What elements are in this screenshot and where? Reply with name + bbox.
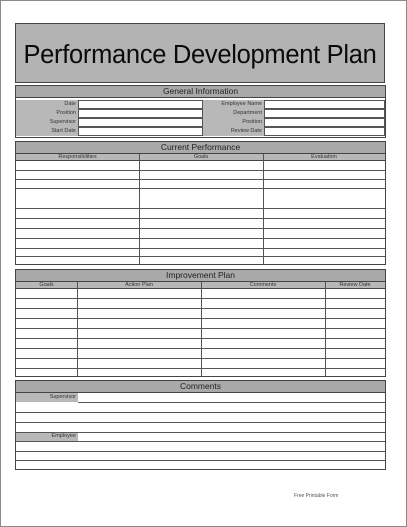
current-row-line: [16, 248, 385, 249]
general-information-section: [15, 85, 386, 138]
supervisor-label: Supervisor: [16, 118, 78, 127]
current-row-line: [16, 208, 385, 209]
position-field[interactable]: [78, 109, 203, 118]
improvement-row-line: [16, 348, 385, 349]
evaluation-column-header: Evaluation: [263, 154, 385, 161]
employee-name-field[interactable]: [264, 100, 385, 109]
department-label: Department: [203, 109, 264, 118]
supervisor-comment-line: [16, 412, 385, 413]
supervisor-comment-label: Supervisor: [16, 393, 78, 402]
improvement-col-divider-1: [77, 282, 78, 376]
current-row-line: [16, 228, 385, 229]
improvement-row-line: [16, 368, 385, 369]
employee-comment-label: Employee: [16, 432, 78, 441]
improvement-row-line: [16, 308, 385, 309]
current-row-line: [16, 170, 385, 171]
improvement-plan-section: [15, 269, 386, 377]
improvement-row-line: [16, 358, 385, 359]
position-right-label: Position: [203, 118, 264, 127]
current-row-line: [16, 238, 385, 239]
start-date-field[interactable]: [78, 127, 203, 136]
supervisor-field[interactable]: [78, 118, 203, 127]
responsibilities-column-header: Responsibilities: [16, 154, 139, 161]
current-performance-section: [15, 141, 386, 265]
review-date-label: Review Date: [203, 127, 264, 136]
improvement-goals-column-header: Goals: [16, 282, 77, 289]
improvement-plan-heading: Improvement Plan: [16, 270, 385, 282]
footer-credit: Free Printable Form: [294, 493, 339, 499]
position-label: Position: [16, 109, 78, 118]
title-banner: [15, 23, 385, 83]
comments-column-header: Comments: [201, 282, 325, 289]
start-date-label: Start Date: [16, 127, 78, 136]
date-label: Date: [16, 100, 78, 109]
supervisor-comment-line: [78, 402, 385, 403]
supervisor-comment-line: [16, 422, 385, 423]
general-information-heading: General Information: [16, 86, 385, 98]
employee-comment-line: [16, 451, 385, 452]
employee-comment-line: [16, 460, 385, 461]
position-right-field[interactable]: [264, 118, 385, 127]
action-plan-column-header: Action Plan: [77, 282, 201, 289]
date-field[interactable]: [78, 100, 203, 109]
current-row-line: [16, 179, 385, 180]
department-field[interactable]: [264, 109, 385, 118]
improvement-row-line: [16, 328, 385, 329]
comments-heading: Comments: [16, 381, 385, 393]
review-date-column-header: Review Date: [325, 282, 385, 289]
comments-section: [15, 380, 386, 470]
improvement-row-line: [16, 318, 385, 319]
goals-column-header: Goals: [139, 154, 263, 161]
current-row-line: [16, 256, 385, 257]
review-date-field[interactable]: [264, 127, 385, 136]
current-row-line: [16, 188, 385, 189]
employee-comment-line: [16, 441, 385, 442]
improvement-col-divider-3: [325, 282, 326, 376]
improvement-col-divider-2: [201, 282, 202, 376]
current-row-line: [16, 218, 385, 219]
employee-comment-line: [16, 432, 385, 433]
current-performance-heading: Current Performance: [16, 142, 385, 154]
improvement-row-line: [16, 338, 385, 339]
improvement-row-line: [16, 298, 385, 299]
page-title: Performance Development Plan: [23, 41, 377, 69]
employee-name-label: Employee Name: [203, 100, 264, 109]
